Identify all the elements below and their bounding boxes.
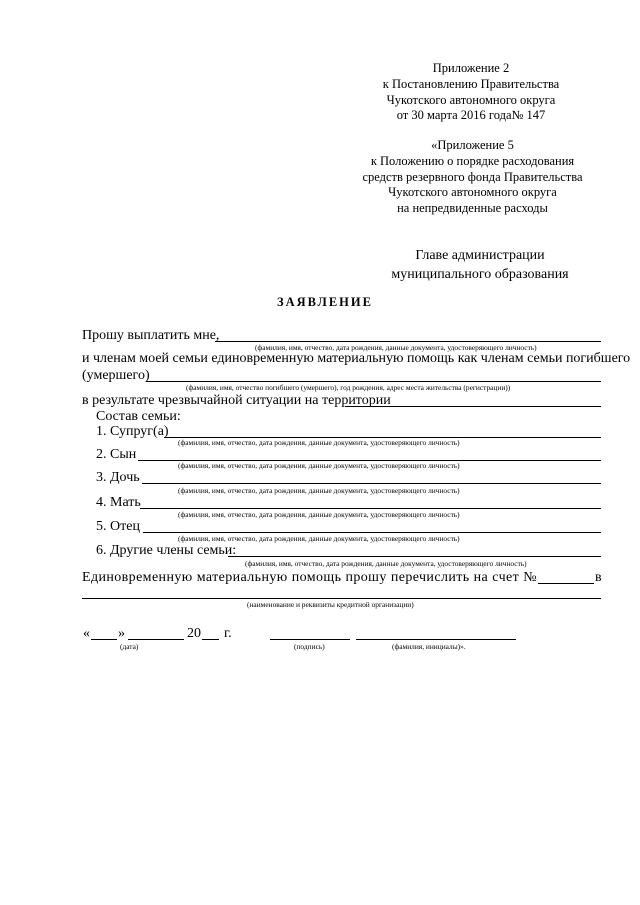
- deceased-caption: (фамилия, имя, отчество погибшего (умершего), год рождения, адрес места жительства (регистрации)): [186, 383, 511, 392]
- member-caption-father: (фамилия, имя, отчество, дата рождения, данные документа, удостоверяющего личность): [178, 534, 460, 543]
- member-caption-son: (фамилия, имя, отчество, дата рождения, данные документа, удостоверяющего личность): [178, 461, 460, 470]
- member-caption-daughter: (фамилия, имя, отчество, дата рождения, данные документа, удостоверяющего личность): [178, 486, 460, 495]
- day-field[interactable]: [91, 639, 117, 640]
- member-field-mother[interactable]: [140, 508, 601, 509]
- family-text: и членам моей семьи единовременную материальную помощь как членам семьи погибшего: [82, 351, 631, 366]
- appendix2-line4: от 30 марта 2016 года№ 147: [396, 108, 546, 123]
- account-number-field[interactable]: [538, 583, 594, 584]
- year-field[interactable]: [202, 639, 219, 640]
- member-label-others: 6. Другие члены семьи:: [96, 543, 237, 558]
- addressee-line2: муниципального образования: [391, 267, 569, 282]
- date-caption: (дата): [120, 642, 139, 651]
- signature-caption: (подпись): [294, 642, 325, 651]
- composition-label: Состав семьи:: [96, 409, 181, 424]
- quote-close: »: [118, 626, 125, 641]
- appendix5-line5: на непредвиденные расходы: [397, 201, 548, 216]
- transfer-text: Единовременную материальную помощь прошу перечислить на счет №: [82, 570, 537, 585]
- member-field-others[interactable]: [228, 556, 601, 557]
- member-caption-mother: (фамилия, имя, отчество, дата рождения, данные документа, удостоверяющего личность): [178, 510, 460, 519]
- deceased-label: (умершего): [82, 368, 150, 383]
- appendix5-line4: Чукотского автономного округа: [388, 185, 557, 200]
- appendix2-line2: к Постановлению Правительства: [382, 76, 560, 91]
- appendix5-line3: средств резервного фонда Правительства: [362, 169, 583, 184]
- bank-caption: (наименование и реквизиты кредитной организации): [247, 600, 414, 609]
- appendix5-line2: к Положению о порядке расходования: [370, 153, 575, 168]
- member-label-son: 2. Сын: [96, 447, 137, 462]
- document-title: ЗАЯВЛЕНИЕ: [277, 295, 373, 309]
- member-label-mother: 4. Мать: [96, 495, 141, 510]
- year-prefix: 20: [187, 626, 201, 641]
- appendix2-line3: Чукотского автономного округа: [386, 92, 556, 107]
- request-caption: (фамилия, имя, отчество, дата рождения, данные документа, удостоверяющего личность): [255, 343, 537, 352]
- member-caption-others: (фамилия, имя, отчество, дата рождения, данные документа, удостоверяющего личность): [245, 559, 527, 568]
- member-label-daughter: 3. Дочь: [96, 470, 140, 485]
- addressee-line1: Главе администрации: [415, 248, 545, 263]
- addressee-block: [370, 246, 590, 284]
- signature-field[interactable]: [270, 639, 350, 640]
- quote-open: «: [83, 626, 90, 641]
- member-label-spouse: 1. Супруг(а): [96, 424, 169, 439]
- deceased-field[interactable]: [146, 381, 601, 382]
- year-suffix: г.: [224, 626, 232, 641]
- member-field-father[interactable]: [143, 532, 601, 533]
- transfer-suffix: в: [595, 570, 602, 585]
- member-caption-spouse: (фамилия, имя, отчество, дата рождения, данные документа, удостоверяющего личность): [178, 438, 460, 447]
- member-label-father: 5. Отец: [96, 519, 140, 534]
- appendix5-line1: «Приложение 5: [431, 138, 514, 152]
- request-field[interactable]: [215, 341, 601, 342]
- emergency-label: в результате чрезвычайной ситуации на территории: [82, 393, 391, 408]
- month-field[interactable]: [128, 639, 184, 640]
- emergency-field[interactable]: [345, 406, 601, 407]
- name-field[interactable]: [356, 639, 516, 640]
- name-caption: (фамилия, инициалы)».: [392, 642, 466, 651]
- appendix2-block: [360, 61, 582, 124]
- appendix2-line1: Приложение 2: [432, 61, 510, 75]
- bank-field[interactable]: [82, 598, 601, 599]
- request-label: Прошу выплатить мне,: [82, 328, 220, 343]
- member-field-daughter[interactable]: [142, 483, 601, 484]
- appendix5-block: [355, 138, 590, 217]
